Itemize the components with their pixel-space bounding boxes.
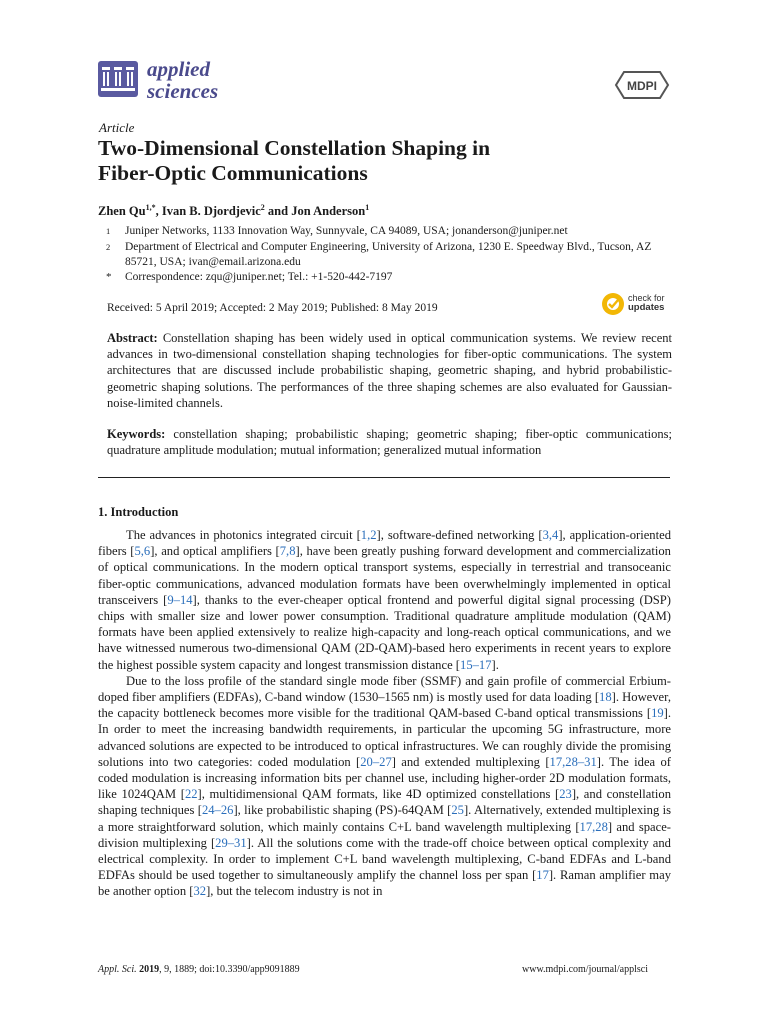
citation-link[interactable]: 5,6: [134, 544, 151, 559]
citation-details: , 9, 1889; doi:10.3390/app9091889: [159, 964, 300, 975]
paragraph-text: ], like probabilistic shaping (PS)-64QAM [: [233, 803, 452, 818]
abstract-text: Constellation shaping has been widely used in optical communication systems. We review recent advances in two-dimensional constellation shaping technologies for fiber-optic communications. The system architectures that are discussed include probabilistic shaping, geometric shaping, and hybrid probabilistic-geometric shaping solutions. The performances of the three shaping schemes are also evaluated for Gaussian-noise-limited channels.: [107, 331, 672, 410]
affiliation-item: [0, 240, 768, 270]
mdpi-logo-text: MDPI: [627, 79, 657, 93]
paragraph-text: ]. Raman amplifier may be another option [: [98, 868, 671, 899]
paragraph-text: Due to the loss profile of the standard single mode fiber (SSMF) and gain profile of commercial Erbium-doped fiber amplifiers (EDFAs), C-band window (1530–1565 nm) is mostly used for data loading [: [98, 673, 671, 705]
journal-name-line1: applied: [147, 57, 210, 81]
paragraph-text: ], application-oriented fibers [: [98, 528, 671, 559]
section-heading: 1. Introduction: [98, 505, 179, 519]
citation-link[interactable]: 18: [599, 690, 612, 705]
section-divider: [98, 477, 670, 478]
affiliation-item: [0, 224, 768, 239]
journal-name: [147, 58, 218, 102]
affiliation-text: Department of Electrical and Computer Engineering, University of Arizona, 1230 E. Speedway Blvd., Tucson, AZ 85721, USA; ivan@email.arizona.edu: [125, 241, 652, 268]
abstract-label: Abstract:: [107, 331, 158, 345]
journal-abbreviation: Appl. Sci.: [98, 964, 137, 975]
paragraph-text: ] and space-division multiplexing [: [98, 819, 671, 850]
citation-link[interactable]: 1,2: [360, 528, 377, 542]
citation-link[interactable]: 24–26: [201, 803, 234, 818]
paragraph-text: ]. However, the capacity bottleneck becomes more visible for the traditional QAM-based C-band optical transmissions [: [98, 690, 671, 721]
citation-link[interactable]: 20–27: [360, 754, 392, 769]
author-name[interactable]: Ivan B. Djordjevic: [161, 204, 261, 219]
citation-link[interactable]: 25: [451, 803, 464, 818]
paragraph-text: ], and optical amplifiers [: [150, 544, 280, 559]
citation-link[interactable]: 17: [536, 868, 549, 883]
correspondence-text: Correspondence: zqu@juniper.net; Tel.: +1-520-442-7197: [125, 271, 393, 283]
paragraph-text: ]. The idea of coded modulation is increasing information bits per channel use, including higher-order 2D modulation formats, like 1024QAM [: [98, 754, 671, 802]
correspondence-item: [0, 270, 768, 285]
citation-year: 2019: [139, 964, 160, 975]
citation-link[interactable]: 32: [193, 884, 207, 899]
citation-link[interactable]: 22: [184, 787, 198, 802]
citation-link[interactable]: 23: [559, 787, 572, 802]
paragraph: [98, 673, 671, 900]
citation-link[interactable]: 19: [651, 706, 664, 721]
citation-link[interactable]: 3,4: [542, 528, 559, 542]
keywords-label: Keywords:: [107, 427, 166, 441]
check-updates-line2: updates: [628, 302, 665, 313]
keywords-text: constellation shaping; probabilistic shaping; geometric shaping; fiber-optic communications; quadrature amplitude modulation; mutual information; generalized mutual information: [107, 427, 672, 458]
check-updates-icon: [600, 291, 626, 317]
paragraph-text: ]. All the solutions come with the trade-off choice between optical complexity and electrical complexity. In order to implement C+L band wavelength multiplexing, C-band EDFAs and L-band EDFAs should be used together to simultaneously amplify the channel loss per span [: [98, 835, 671, 883]
author-affiliation-mark: 1,*: [145, 203, 156, 212]
citation-link[interactable]: 17,28: [579, 819, 608, 834]
mdpi-logo[interactable]: [614, 70, 670, 100]
abstract: [107, 330, 672, 411]
paragraph: [98, 527, 671, 673]
journal-url-link[interactable]: www.mdpi.com/journal/applsci: [522, 964, 648, 975]
citation-link[interactable]: 17,28–31: [549, 754, 597, 769]
journal-logo[interactable]: [98, 58, 238, 104]
paragraph-text: ], software-defined networking [: [376, 528, 543, 542]
paragraph-text: ], and constellation shaping techniques [: [98, 787, 671, 818]
citation-link[interactable]: 7,8: [279, 544, 296, 559]
author-name[interactable]: Jon Anderson: [291, 204, 366, 219]
paragraph-text: ], have been greatly pushing forward development and commercialization of optical communications. In the modern optical transport systems, especially in terrestrial and transoceanic fiber-optic communications, advanced modulation formats have been overwhelmingly implemented in optical transceivers [: [98, 544, 671, 607]
citation-link[interactable]: 29–31: [215, 835, 247, 850]
author-list: [98, 203, 369, 219]
citation-footer: [98, 964, 300, 975]
paragraph-text: ] and extended multiplexing [: [391, 754, 550, 769]
author-name[interactable]: Zhen Qu: [98, 204, 146, 219]
journal-name-line2: sciences: [147, 79, 219, 103]
paragraph-text: ], multidimensional QAM formats, like 4D optimized constellations [: [197, 787, 560, 802]
paragraph-text: ], but the telecom industry is not in: [206, 884, 383, 899]
affiliation-text: Juniper Networks, 1133 Innovation Way, Sunnyvale, CA 94089, USA; jonanderson@juniper.net: [125, 225, 568, 237]
author-affiliation-mark: 1: [365, 203, 370, 212]
keywords: [107, 426, 672, 458]
author-separator: and: [264, 204, 292, 219]
citation-link[interactable]: 15–17: [460, 657, 492, 672]
paragraph-text: ]. Alternatively, extended multiplexing is a more straightforward solution, which mainly contains C+L band wavelength multiplexing [: [98, 803, 672, 834]
citation-link[interactable]: 9–14: [167, 592, 193, 607]
body-text: [98, 527, 671, 900]
author-separator: ,: [155, 204, 162, 219]
correspondence-mark: *: [106, 271, 112, 283]
affiliation-number: 2: [106, 242, 111, 252]
article-title: [98, 136, 658, 186]
paragraph-text: The advances in photonics integrated circuit [: [126, 528, 361, 542]
article-type: Article: [99, 120, 135, 135]
paragraph-text: ]. In order to meet the increasing bandwidth requirements, in particular the upcoming 5G infrastructure, more advanced solutions are expected to be introduced to optical infrastructures. We can roughly divide the promising solutions into two categories: coded modulation [: [98, 706, 671, 769]
publication-dates: Received: 5 April 2019; Accepted: 2 May 2019; Published: 8 May 2019: [107, 302, 438, 314]
affiliation-number: 1: [106, 226, 111, 236]
author-affiliation-mark: 2: [260, 203, 265, 212]
check-for-updates-badge[interactable]: [600, 291, 672, 317]
title-line-1: Two-Dimensional Constellation Shaping in: [98, 136, 491, 160]
check-updates-line1: check for: [628, 293, 665, 303]
paragraph-text: ].: [491, 657, 499, 672]
paragraph-text: ], thanks to the ever-cheaper optical frontend and powerful digital signal processing (DSP) chips with smaller size and lower power consumption. Traditional quadrature amplitude modulation (QAM) formats have been applied extensively to realize high-capacity and long-reach optical communications, and we have witnessed numerous two-dimensional QAM (2D-QAM)-based hero experiments in recent years to explore the highest possible system capacity and longest transmission distance [: [98, 592, 671, 672]
title-line-2: Fiber-Optic Communications: [98, 161, 368, 185]
journal-logo-icon: [98, 61, 138, 97]
